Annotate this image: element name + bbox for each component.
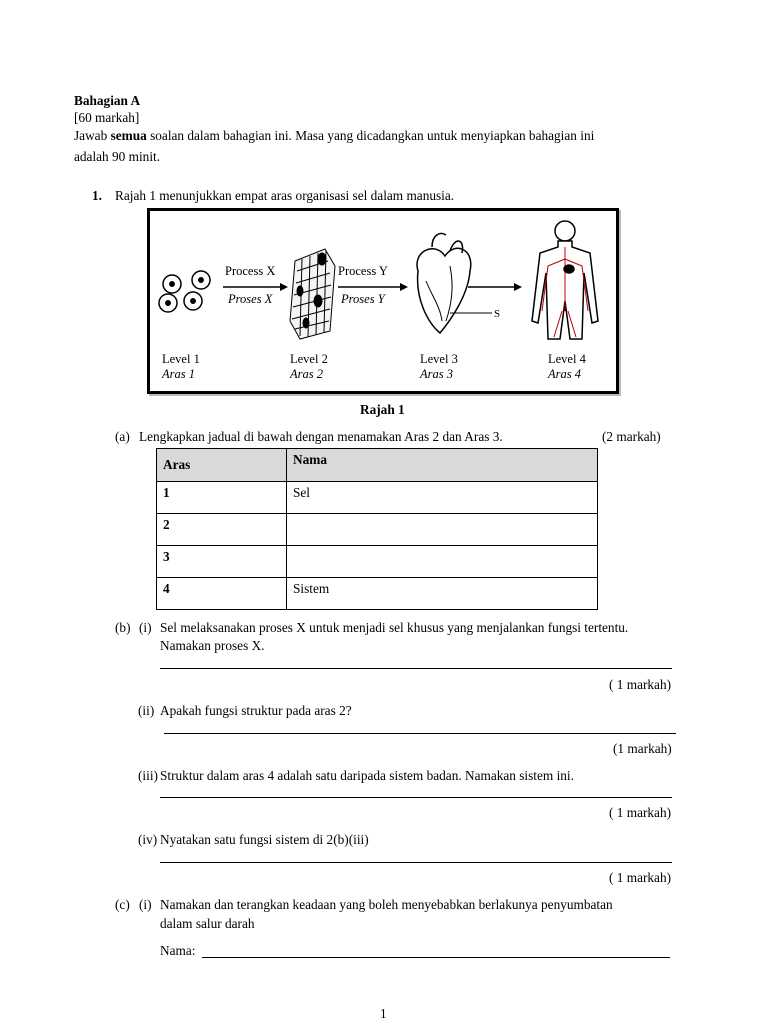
figure-caption: Rajah 1 <box>360 402 405 417</box>
part-a-text: Lengkapkan jadual di bawah dengan menamakan Aras 2 dan Aras 3. <box>139 429 503 444</box>
table-cell-aras: 3 <box>157 546 287 578</box>
table-header-aras: Aras <box>157 449 287 482</box>
table-row <box>157 578 598 610</box>
figure-rajah-1 <box>147 208 619 394</box>
table-cell-nama: Sel <box>287 482 598 514</box>
part-c-i-line-1: Namakan dan terangkan keadaan yang boleh menyebabkan berlakunya penyumbatan <box>160 897 613 912</box>
part-b-ii-marks: (1 markah) <box>613 741 672 756</box>
instruction-post: soalan dalam bahagian ini. Masa yang dicadangkan untuk menyiapkan bahagian ini <box>146 128 595 143</box>
instruction-pre: Jawab <box>74 128 111 143</box>
table-answer-cell[interactable] <box>287 514 598 546</box>
answer-line-c-nama[interactable] <box>202 957 670 958</box>
cells-illustration <box>159 271 210 312</box>
figure-illustration <box>150 211 616 391</box>
page-number: 1 <box>380 1006 387 1021</box>
table-header-row <box>157 449 598 482</box>
level-2-ms: Aras 2 <box>290 367 323 381</box>
part-b-i-label: (i) <box>139 620 152 635</box>
level-1-en: Level 1 <box>162 352 200 366</box>
table-row <box>157 514 598 546</box>
answer-line-b-i[interactable] <box>160 668 672 669</box>
question-stem: Rajah 1 menunjukkan empat aras organisasi sel dalam manusia. <box>115 188 455 203</box>
part-a-label: (a) <box>115 429 130 444</box>
heart-illustration <box>417 234 471 334</box>
question-number: 1. <box>92 188 102 203</box>
table-answer-cell[interactable] <box>287 546 598 578</box>
answer-line-b-iv[interactable] <box>160 862 672 863</box>
answer-line-b-iii[interactable] <box>160 797 672 798</box>
part-b-iii-label: (iii) <box>138 768 158 783</box>
table-row <box>157 546 598 578</box>
part-b-i-line-2: Namakan proses X. <box>160 638 265 653</box>
table-cell-nama: Sistem <box>287 578 598 610</box>
part-c-i-line-2: dalam salur darah <box>160 916 255 931</box>
part-b-ii-label: (ii) <box>138 703 155 718</box>
arrowhead-level-3-to-4 <box>514 283 522 291</box>
process-x-ms: Proses X <box>228 292 273 306</box>
table-row <box>157 482 598 514</box>
answer-table <box>156 448 598 610</box>
part-b-i-marks: ( 1 markah) <box>609 677 672 692</box>
level-3-en: Level 3 <box>420 352 458 366</box>
instruction-bold: semua <box>110 128 147 143</box>
arrowhead-process-x <box>280 283 288 291</box>
part-b-iv-marks: ( 1 markah) <box>609 870 672 885</box>
process-y-ms: Proses Y <box>341 292 385 306</box>
level-4-ms: Aras 4 <box>548 367 581 381</box>
arrowhead-process-y <box>400 283 408 291</box>
part-b-iii-text: Struktur dalam aras 4 adalah satu daripada sistem badan. Namakan sistem ini. <box>160 768 574 783</box>
part-b-ii-text: Apakah fungsi struktur pada aras 2? <box>160 703 352 718</box>
answer-line-b-ii[interactable] <box>164 733 676 734</box>
part-b-iii-marks: ( 1 markah) <box>609 805 672 820</box>
level-2-en: Level 2 <box>290 352 328 366</box>
level-1-ms: Aras 1 <box>162 367 195 381</box>
level-4-en: Level 4 <box>548 352 586 366</box>
body-circulatory-illustration <box>532 221 598 339</box>
process-x-en: Process X <box>225 264 276 278</box>
process-y-en: Process Y <box>338 264 388 278</box>
label-s: S <box>494 308 501 320</box>
part-b-iv-text: Nyatakan satu fungsi sistem di 2(b)(iii) <box>160 832 369 847</box>
table-cell-aras: 4 <box>157 578 287 610</box>
part-b-label: (b) <box>115 620 131 635</box>
part-c-label: (c) <box>115 897 130 912</box>
table-cell-aras: 2 <box>157 514 287 546</box>
table-header-nama: Nama <box>287 449 598 482</box>
part-a-marks: (2 markah) <box>602 429 661 444</box>
instruction-line-2: adalah 90 minit. <box>74 149 161 164</box>
part-c-nama-label: Nama: <box>160 943 196 958</box>
table-cell-aras: 1 <box>157 482 287 514</box>
instruction-line-1 <box>74 128 594 144</box>
section-marks: [60 markah] <box>74 110 140 125</box>
level-3-ms: Aras 3 <box>420 367 453 381</box>
section-title: Bahagian A <box>74 93 141 108</box>
tissue-illustration <box>290 249 335 339</box>
part-c-i-label: (i) <box>139 897 152 912</box>
part-b-i-line-1: Sel melaksanakan proses X untuk menjadi sel khusus yang menjalankan fungsi tertentu. <box>160 620 629 635</box>
part-b-iv-label: (iv) <box>138 832 158 847</box>
